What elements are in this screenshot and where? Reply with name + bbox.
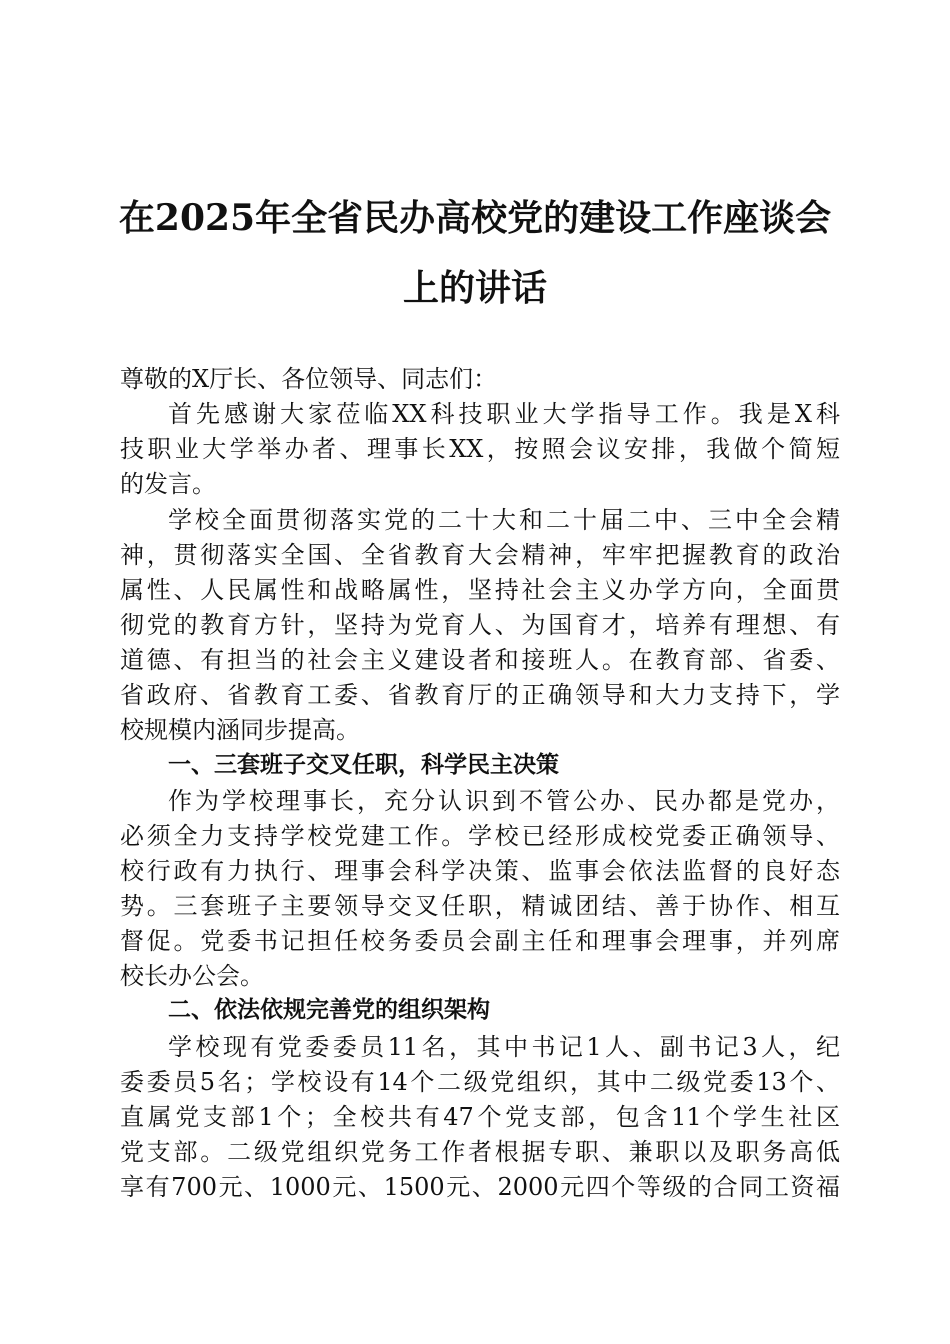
paragraph-2-line: 道德、有担当的社会主义建设者和接班人。在教育部、省委、 [120,646,840,674]
section-heading-1: 一、三套班子交叉任职，科学民主决策 [168,752,559,778]
paragraph-3-line: 势。三套班子主要领导交叉任职，精诚团结、善于协作、相互 [120,892,840,920]
section-heading-2: 二、依法依规完善党的组织架构 [168,997,490,1023]
paragraph-3-line: 校行政有力执行、理事会科学决策、监事会依法监督的良好态 [120,857,840,885]
paragraph-1-line: 的发言。 [120,470,216,498]
paragraph-1-line: 技职业大学举办者、理事长XX，按照会议安排，我做个简短 [120,435,840,463]
paragraph-3-line: 督促。党委书记担任校务委员会副主任和理事会理事，并列席 [120,927,840,955]
paragraph-2-line: 属性、人民属性和战略属性，坚持社会主义办学方向，全面贯 [120,576,840,604]
paragraph-2-line: 省政府、省教育工委、省教育厅的正确领导和大力支持下，学 [120,681,840,709]
paragraph-2-line: 校规模内涵同步提高。 [120,716,360,744]
paragraph-3-line: 必须全力支持学校党建工作。学校已经形成校党委正确领导、 [120,822,840,850]
document-title-line-2: 上的讲话 [402,267,547,309]
paragraph-2-line: 彻党的教育方针，坚持为党育人、为国育才，培养有理想、有 [120,611,840,639]
paragraph-4-line: 直属党支部1个；全校共有47个党支部，包含11个学生社区 [120,1103,840,1131]
paragraph-4-line: 学校现有党委委员11名，其中书记1人、副书记3人，纪 [168,1033,840,1061]
salutation: 尊敬的X厅长、各位领导、同志们： [120,365,498,393]
paragraph-3-line: 校长办公会。 [120,962,264,990]
paragraph-2-line: 学校全面贯彻落实党的二十大和二十届二中、三中全会精 [168,506,840,534]
paragraph-4-line: 委委员5名；学校设有14个二级党组织，其中二级党委13个、 [120,1068,840,1096]
paragraph-4-line: 党支部。二级党组织党务工作者根据专职、兼职以及职务高低 [120,1138,840,1166]
paragraph-2-line: 神，贯彻落实全国、全省教育大会精神，牢牢把握教育的政治 [120,541,840,569]
paragraph-4-line: 享有700元、1000元、1500元、2000元四个等级的合同工资福 [120,1173,840,1201]
document-title-line-1: 在2025年全省民办高校党的建设工作座谈会 [118,197,832,239]
paragraph-1-line: 首先感谢大家莅临XX科技职业大学指导工作。我是X科 [168,400,840,428]
paragraph-3-line: 作为学校理事长，充分认识到不管公办、民办都是党办， [168,787,840,815]
